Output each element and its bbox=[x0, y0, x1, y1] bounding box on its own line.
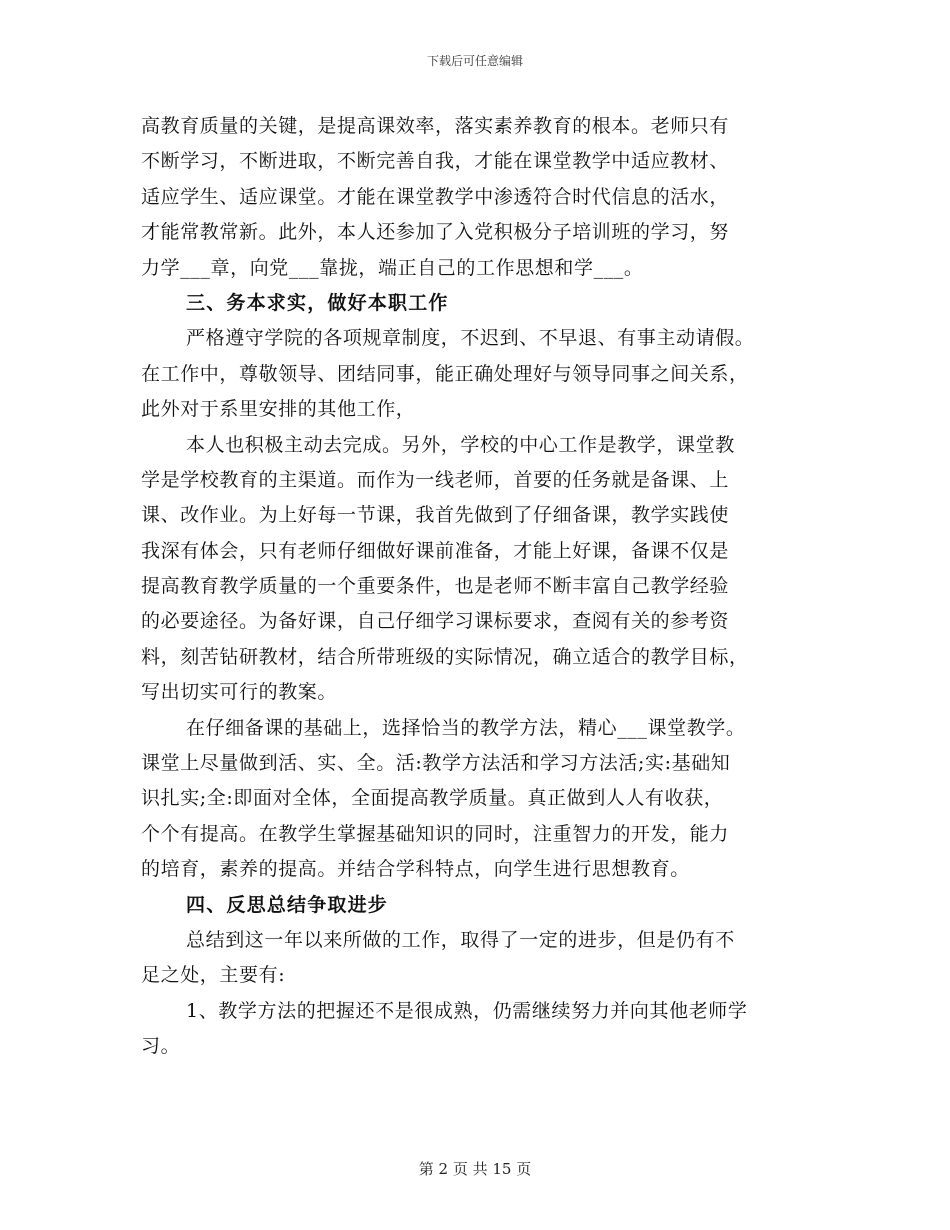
body-line: 此外对于系里安排的其他工作， bbox=[141, 398, 416, 421]
body-line: 足之处，主要有: bbox=[141, 964, 286, 987]
body-line: 在工作中，尊敬领导、团结同事，能正确处理好与领导同事之间关系， bbox=[141, 362, 749, 385]
body-line: 课堂上尽量做到活、实、全。活:教学方法活和学习方法活;实:基础知 bbox=[141, 752, 731, 775]
body-line: 适应学生、适应课堂。才能在课堂教学中渗透符合时代信息的活水， bbox=[141, 185, 730, 208]
body-line: 高教育质量的关键，是提高课效率，落实素养教育的根本。老师只有 bbox=[141, 115, 730, 137]
body-line: 力学___章，向党___靠拢，端正自己的工作思想和学___。 bbox=[141, 256, 644, 279]
body-line: 的培育，素养的提高。并结合学科特点，向学生进行思想教育。 bbox=[141, 858, 690, 881]
document-body bbox=[141, 109, 809, 1065]
page-header: 下载后可任意编辑 bbox=[426, 54, 523, 68]
section-heading: 四、反思总结争取进步 bbox=[186, 893, 389, 916]
page-number: 第 2 页 共 15 页 bbox=[418, 1160, 532, 1178]
body-line: 写出切实可行的教案。 bbox=[141, 681, 338, 704]
body-line: 料，刻苦钻研教材，结合所带班级的实际情况，确立适合的教学目标， bbox=[141, 645, 749, 668]
section-heading: 三、务本求实，做好本职工作 bbox=[186, 291, 449, 314]
body-line: 总结到这一年以来所做的工作，取得了一定的进步，但是仍有不 bbox=[186, 928, 735, 951]
body-line: 我深有体会，只有老师仔细做好课前准备，才能上好课，备课不仅是 bbox=[141, 539, 730, 562]
body-line: 识扎实;全:即面对全体，全面提高教学质量。真正做到人人有收获， bbox=[141, 787, 724, 810]
body-line: 本人也积极主动去完成。另外，学校的中心工作是教学，课堂教 bbox=[186, 433, 735, 456]
body-line: 才能常教常新。此外，本人还参加了入党积极分子培训班的学习，努 bbox=[141, 221, 730, 244]
body-line: 学是学校教育的主渠道。而作为一线老师，首要的任务就是备课、上 bbox=[141, 468, 730, 491]
body-line: 的必要途径。为备好课，自己仔细学习课标要求，查阅有关的参考资 bbox=[141, 610, 730, 633]
body-line: 个个有提高。在教学生掌握基础知识的同时，注重智力的开发，能力 bbox=[141, 822, 730, 845]
body-line: 提高教育教学质量的一个重要条件，也是老师不断丰富自己教学经验 bbox=[141, 575, 730, 598]
body-line: 严格遵守学院的各项规章制度，不迟到、不早退、有事主动请假。 bbox=[186, 327, 755, 350]
body-line: 习。 bbox=[141, 1035, 181, 1058]
body-line: 课、改作业。为上好每一节课，我首先做到了仔细备课，教学实践使 bbox=[141, 504, 730, 527]
body-line: 在仔细备课的基础上，选择恰当的教学方法，精心___课堂教学。 bbox=[186, 716, 746, 739]
body-line: 1、教学方法的把握还不是很成熟，仍需继续努力并向其他老师学 bbox=[186, 999, 748, 1022]
body-line: 不断学习，不断进取，不断完善自我，才能在课堂教学中适应教材、 bbox=[141, 150, 730, 173]
